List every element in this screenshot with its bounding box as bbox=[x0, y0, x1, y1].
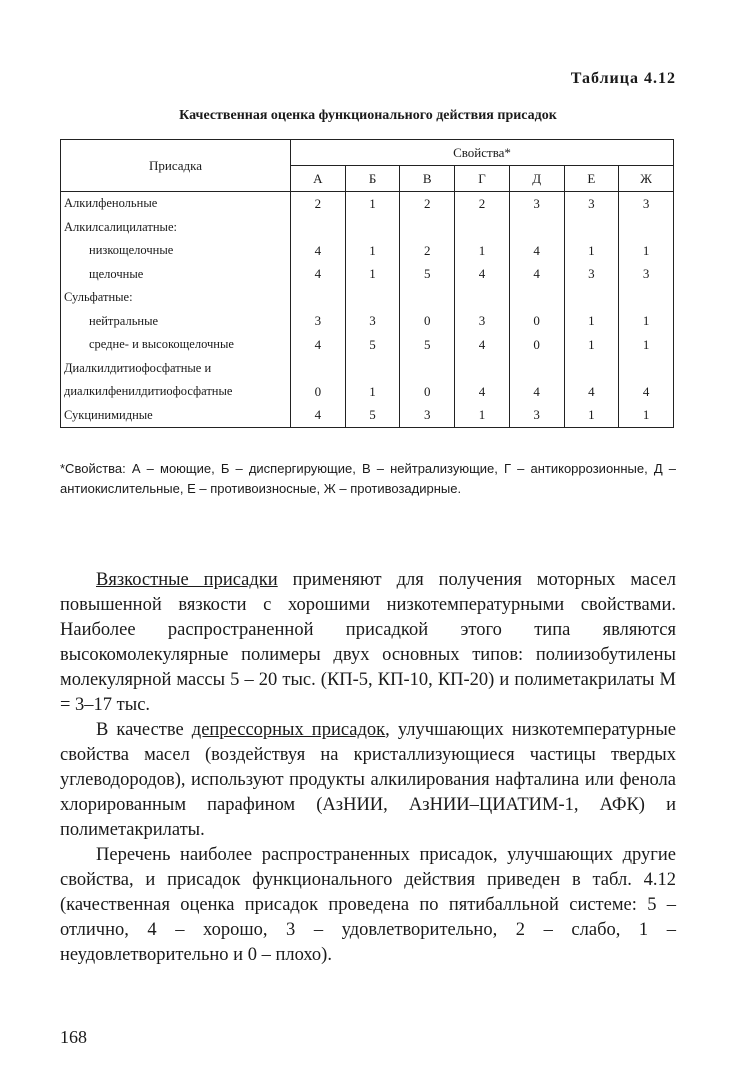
rating-cell: 3 bbox=[291, 310, 346, 334]
properties-table bbox=[60, 139, 674, 428]
column-group-header-properties: Свойства* bbox=[291, 140, 674, 166]
table-body bbox=[61, 192, 674, 428]
rating-cell bbox=[455, 357, 510, 381]
table-row bbox=[61, 239, 674, 263]
term-depressor-additives: депрессорных присадок bbox=[191, 720, 386, 740]
rating-cell: 5 bbox=[345, 333, 400, 357]
rating-cell: 4 bbox=[455, 380, 510, 404]
body-text bbox=[60, 568, 676, 968]
rating-cell: 1 bbox=[619, 310, 674, 334]
table-row bbox=[61, 263, 674, 287]
rating-cell: 1 bbox=[619, 333, 674, 357]
additive-name-cell: диалкилфенилдитиофосфатные bbox=[61, 380, 291, 404]
rating-cell bbox=[509, 216, 564, 240]
rating-cell bbox=[291, 286, 346, 310]
column-header-property: В bbox=[400, 166, 455, 192]
rating-cell: 4 bbox=[564, 380, 619, 404]
rating-cell: 2 bbox=[400, 192, 455, 216]
table-row bbox=[61, 310, 674, 334]
rating-cell bbox=[291, 216, 346, 240]
rating-cell: 5 bbox=[345, 404, 400, 428]
rating-cell bbox=[291, 357, 346, 381]
rating-cell: 3 bbox=[509, 404, 564, 428]
column-header-property: А bbox=[291, 166, 346, 192]
rating-cell: 2 bbox=[400, 239, 455, 263]
rating-cell: 3 bbox=[619, 192, 674, 216]
rating-cell: 1 bbox=[619, 404, 674, 428]
rating-cell: 4 bbox=[619, 380, 674, 404]
rating-cell: 5 bbox=[400, 263, 455, 287]
rating-cell: 0 bbox=[509, 310, 564, 334]
table-row bbox=[61, 380, 674, 404]
table-number: Таблица 4.12 bbox=[570, 70, 676, 87]
rating-cell bbox=[345, 216, 400, 240]
rating-cell: 5 bbox=[400, 333, 455, 357]
rating-cell bbox=[619, 357, 674, 381]
column-header-property: Ж bbox=[619, 166, 674, 192]
rating-cell: 3 bbox=[564, 263, 619, 287]
rating-cell: 4 bbox=[291, 333, 346, 357]
rating-cell bbox=[564, 286, 619, 310]
rating-cell: 3 bbox=[455, 310, 510, 334]
rating-cell: 3 bbox=[564, 192, 619, 216]
rating-cell: 4 bbox=[291, 239, 346, 263]
table-row bbox=[61, 333, 674, 357]
rating-cell: 0 bbox=[400, 310, 455, 334]
page-number: 168 bbox=[60, 1027, 87, 1047]
additive-name-cell: средне- и высокощелочные bbox=[61, 333, 291, 357]
table-row bbox=[61, 404, 674, 428]
rating-cell: 4 bbox=[455, 333, 510, 357]
paragraph-table-reference: Перечень наиболее распространенных присадок, улучшающих другие свойства, и присадок функционального действия приведен в табл. 4.12 (качественная оценка присадок проведена по пятибалльной системе: 5 – отлично, 4 – хорошо, 3 – удовлетворительно, 2 – слабо, 1 – неудовлетворительно и 0 – плохо). bbox=[60, 845, 676, 965]
additive-name-cell: Алкилфенольные bbox=[61, 192, 291, 216]
rating-cell: 4 bbox=[291, 404, 346, 428]
rating-cell bbox=[509, 357, 564, 381]
rating-cell: 4 bbox=[291, 263, 346, 287]
rating-cell: 1 bbox=[564, 239, 619, 263]
rating-cell: 4 bbox=[455, 263, 510, 287]
rating-cell: 1 bbox=[345, 192, 400, 216]
rating-cell: 3 bbox=[345, 310, 400, 334]
paragraph-viscosity-additives bbox=[60, 568, 676, 718]
additive-name-cell: Диалкилдитиофосфатные и bbox=[61, 357, 291, 381]
column-header-property: Д bbox=[509, 166, 564, 192]
rating-cell: 1 bbox=[619, 239, 674, 263]
additive-name-cell: низкощелочные bbox=[61, 239, 291, 263]
rating-cell bbox=[564, 357, 619, 381]
additive-name-cell: Сульфатные: bbox=[61, 286, 291, 310]
additive-name-cell: Сукцинимидные bbox=[61, 404, 291, 428]
rating-cell: 0 bbox=[400, 380, 455, 404]
rating-cell: 2 bbox=[455, 192, 510, 216]
rating-cell: 3 bbox=[509, 192, 564, 216]
column-header-property: Г bbox=[455, 166, 510, 192]
paragraph-text: В качестве bbox=[96, 720, 192, 740]
rating-cell bbox=[455, 286, 510, 310]
rating-cell: 1 bbox=[564, 333, 619, 357]
column-header-additive: Присадка bbox=[61, 140, 291, 192]
paragraph-text: , улучшающих низкотемпературные свойства масел (воздействуя на кристаллизующиеся частицы твердых углеводородов), используют продукты алкилирования нафталина или фенола хлорированным парафином (АзНИИ, АзНИИ–ЦИАТИМ-1, АФК) и полиметакрилаты. bbox=[60, 720, 676, 840]
term-viscosity-additives: Вязкостные присадки bbox=[96, 570, 278, 590]
rating-cell bbox=[345, 357, 400, 381]
rating-cell bbox=[400, 286, 455, 310]
rating-cell bbox=[619, 286, 674, 310]
rating-cell: 4 bbox=[509, 239, 564, 263]
rating-cell: 1 bbox=[455, 404, 510, 428]
rating-cell bbox=[509, 286, 564, 310]
table-row bbox=[61, 357, 674, 381]
additive-name-cell: щелочные bbox=[61, 263, 291, 287]
rating-cell: 0 bbox=[291, 380, 346, 404]
rating-cell: 1 bbox=[345, 263, 400, 287]
rating-cell: 4 bbox=[509, 263, 564, 287]
column-header-property: Б bbox=[345, 166, 400, 192]
table-row bbox=[61, 286, 674, 310]
rating-cell bbox=[400, 357, 455, 381]
rating-cell bbox=[619, 216, 674, 240]
paragraph-depressor-additives bbox=[60, 718, 676, 843]
table-title: Качественная оценка функционального действия присадок bbox=[179, 108, 557, 123]
additive-name-cell: Алкилсалицилатные: bbox=[61, 216, 291, 240]
table-row bbox=[61, 192, 674, 216]
rating-cell bbox=[345, 286, 400, 310]
table-row bbox=[61, 216, 674, 240]
additive-name-cell: нейтральные bbox=[61, 310, 291, 334]
paragraph-text: применяют для получения моторных масел повышенной вязкости с хорошими низкотемпературными свойствами. Наиболее распространенной присадкой этого типа являются высокомолекулярные полимеры двух основных типов: полиизобутилены молекулярной массы 5 – 20 тыс. (КП-5, КП-10, КП-20) и полиметакрилаты М = 3–17 тыс. bbox=[60, 570, 676, 715]
rating-cell: 4 bbox=[509, 380, 564, 404]
rating-cell: 1 bbox=[564, 404, 619, 428]
rating-cell bbox=[564, 216, 619, 240]
rating-cell: 3 bbox=[619, 263, 674, 287]
rating-cell: 2 bbox=[291, 192, 346, 216]
rating-cell bbox=[400, 216, 455, 240]
rating-cell bbox=[455, 216, 510, 240]
rating-cell: 1 bbox=[564, 310, 619, 334]
column-header-property: Е bbox=[564, 166, 619, 192]
rating-cell: 3 bbox=[400, 404, 455, 428]
rating-cell: 0 bbox=[509, 333, 564, 357]
rating-cell: 1 bbox=[345, 239, 400, 263]
rating-cell: 1 bbox=[455, 239, 510, 263]
rating-cell: 1 bbox=[345, 380, 400, 404]
table-footnote: *Свойства: А – моющие, Б – диспергирующие, В – нейтрализующие, Г – антикоррозионные, Д – антиокислительные, Е – противоизносные, Ж – противозадирные. bbox=[60, 461, 676, 496]
